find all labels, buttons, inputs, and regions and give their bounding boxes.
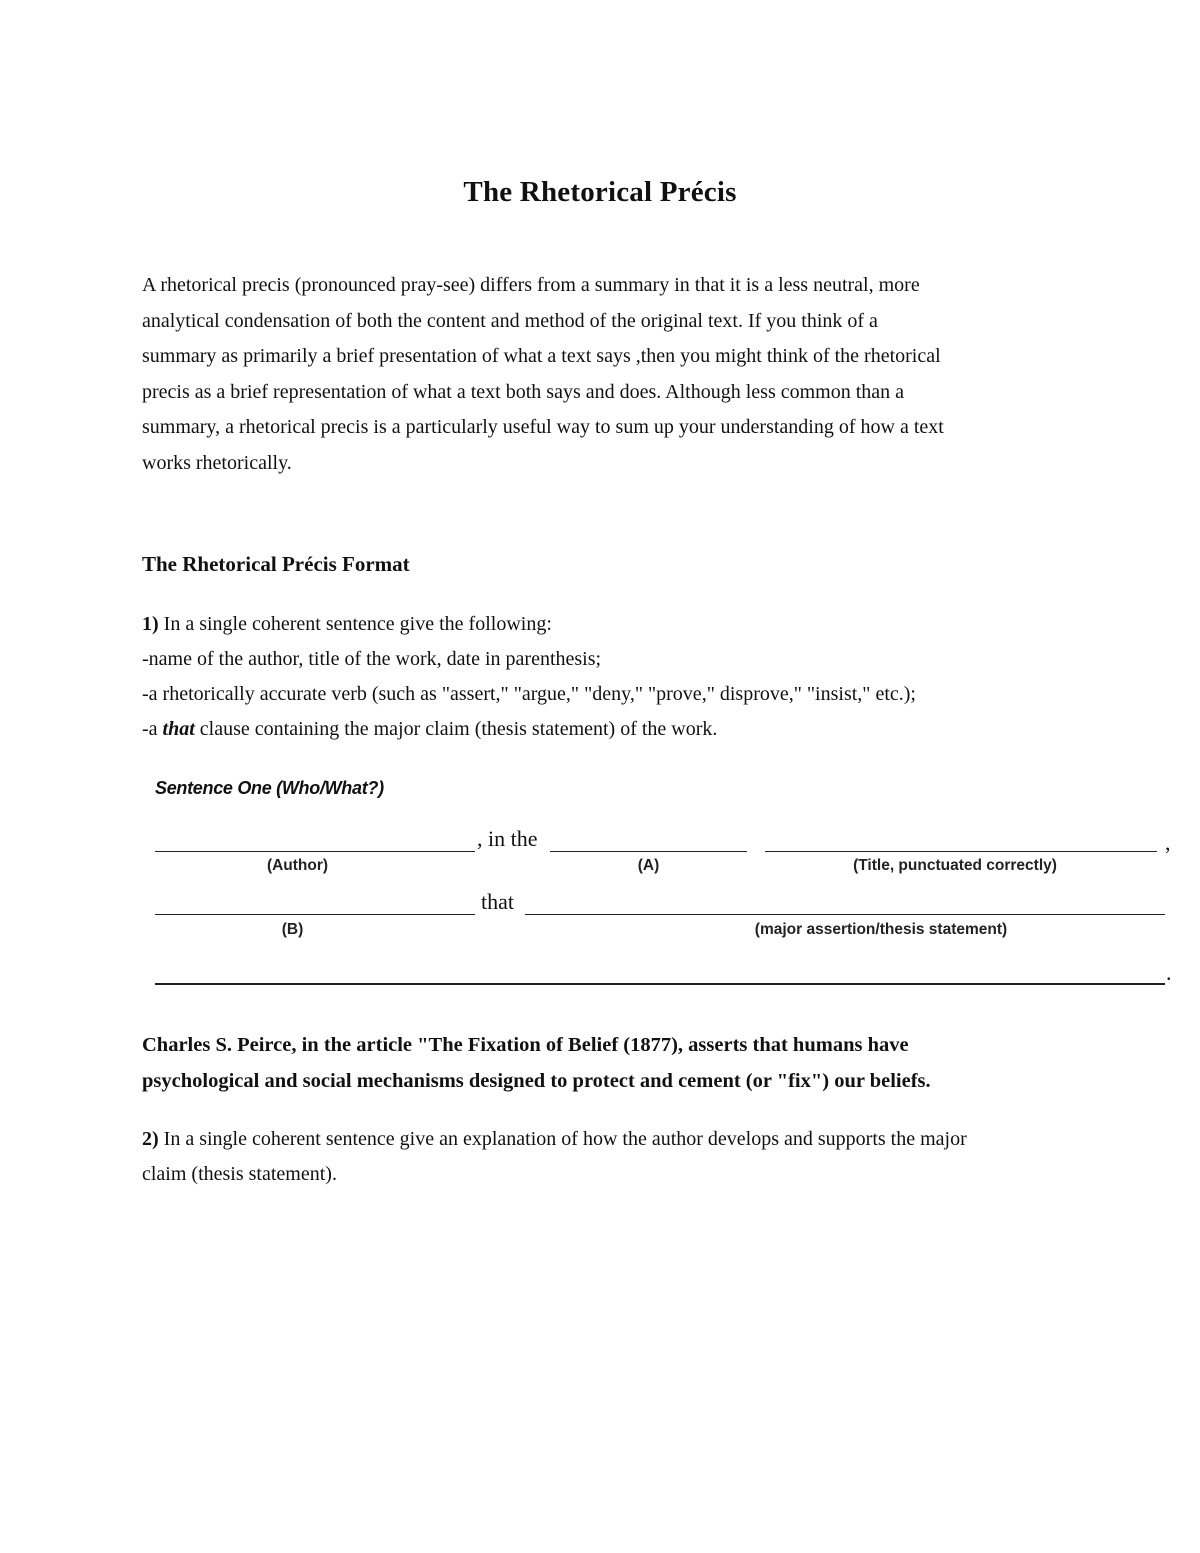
step-two-number: 2) xyxy=(142,1128,159,1150)
intro-line: summary as primarily a brief presentation of what a text says ,then you might think of the rhetorical xyxy=(142,345,941,367)
b-blank xyxy=(155,914,475,915)
intro-paragraph xyxy=(142,268,1047,481)
assertion-label: (major assertion/thesis statement) xyxy=(754,921,1008,938)
step-one-text: In a single coherent sentence give the following: xyxy=(158,613,552,635)
title-label: (Title, punctuated correctly) xyxy=(853,857,1057,874)
step-one-requirement-clause xyxy=(142,712,916,747)
that-keyword: that xyxy=(162,718,195,740)
a-blank xyxy=(550,851,747,852)
clause-suffix: clause containing the major claim (thesis statement) of the work. xyxy=(194,718,718,740)
title-blank xyxy=(765,851,1157,852)
assertion-blank xyxy=(525,914,1165,915)
step-one-number: 1) xyxy=(142,613,159,635)
sentence-one-heading: Sentence One (Who/What?) xyxy=(155,778,384,798)
intro-line: works rhetorically. xyxy=(142,451,292,474)
step-one-intro xyxy=(142,607,916,642)
step-one-requirement: -name of the author, title of the work, date in parenthesis; xyxy=(142,648,602,670)
intro-line: A rhetorical precis (pronounced pray-see) differs from a summary in that it is a less neutral, more xyxy=(142,274,920,296)
comma-mark: , xyxy=(1165,830,1171,855)
intro-line: precis as a brief representation of what a text both says and does. Although less common than a xyxy=(142,380,905,403)
step-one-requirement: -a rhetorically accurate verb (such as "assert," "argue," "deny," "prove," disprove," "insist," etc.); xyxy=(142,683,916,705)
b-label: (B) xyxy=(281,921,304,938)
intro-line: analytical condensation of both the content and method of the original text. If you think of a xyxy=(142,309,878,332)
step-two xyxy=(142,1122,1072,1192)
step-two-line xyxy=(142,1122,1072,1157)
example-sentence xyxy=(142,1027,1042,1099)
author-blank xyxy=(155,851,475,852)
step-two-text: In a single coherent sentence give an explanation of how the author develops and supports the major xyxy=(158,1128,967,1150)
period-mark: . xyxy=(1166,960,1172,985)
step-two-line: claim (thesis statement). xyxy=(142,1163,337,1185)
in-the-text: , in the xyxy=(477,826,538,851)
that-text: that xyxy=(481,889,514,914)
example-line: Charles S. Peirce, in the article "The Fixation of Belief (1877), asserts that humans have xyxy=(142,1034,909,1056)
a-label: (A) xyxy=(637,857,660,874)
final-blank xyxy=(155,983,1165,985)
clause-prefix: -a xyxy=(142,718,163,740)
step-one xyxy=(142,607,916,747)
intro-line: summary, a rhetorical precis is a particularly useful way to sum up your understanding of how a text xyxy=(142,416,944,438)
page-title: The Rhetorical Précis xyxy=(463,176,737,208)
author-label: (Author) xyxy=(266,857,329,874)
example-line: psychological and social mechanisms designed to protect and cement (or "fix") our beliefs. xyxy=(142,1070,931,1092)
format-heading: The Rhetorical Précis Format xyxy=(142,552,410,576)
